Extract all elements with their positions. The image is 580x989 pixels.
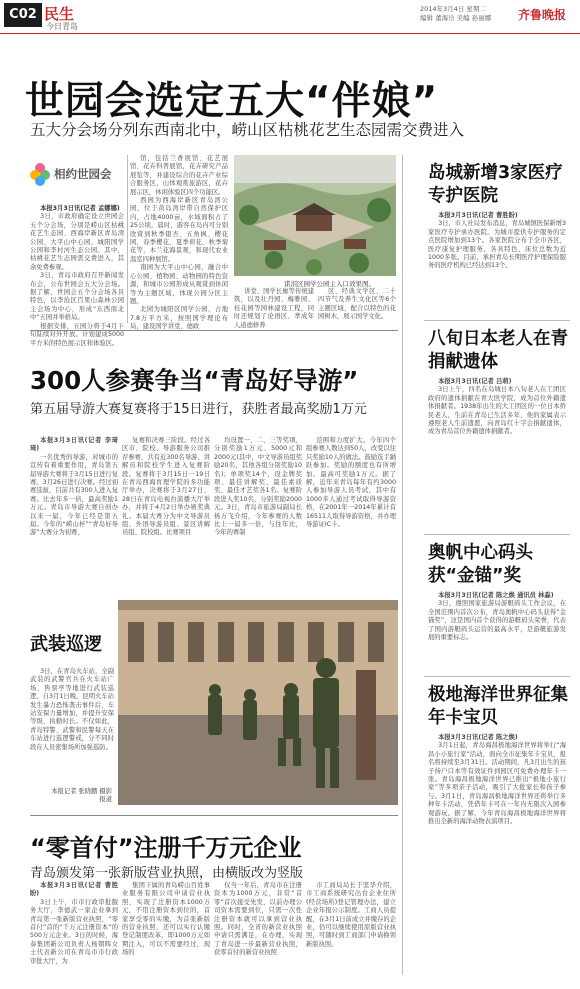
right-story2-body bbox=[428, 378, 566, 528]
masthead bbox=[0, 0, 580, 34]
tour-col2-para: 复赛和决赛三阶段。经过各区市、院校、导游服务公司推荐参赛，共有近300名导游、讲解员和院校学生进入复赛阶段。复赛将于3月15日一19日在青岛西海育理学院的多功能厅举办，决赛将于3月27日、28日在青岛电视台演播大厅举办，并将于4月2日举办颁奖典礼。本届大赛分为中文导游员组、外语导游员组、景区讲解员组、院校组。比赛项目 bbox=[122, 437, 210, 537]
lead-col2-para: 南园为大平山中心园，融合中心公园、植物园、动物园的特色资源，和城市公园形成从观赏到休闲等为主题区域，体现公园分区主题。 bbox=[130, 264, 228, 305]
lead-col1-para: 3日，青岛市政府召开新闻发布会，公布世园会五大分会场。据了解，世园会五个分会场各具特色，以李沧区百果山森林公园主会场为中心，形成“东西南北中”五园并举格局。 bbox=[30, 272, 124, 322]
column-divider bbox=[127, 155, 128, 323]
license-col-3 bbox=[214, 882, 302, 982]
lead-col1-para: 根据安排，五园分将于4月下旬陆续对外开放。计划建成5000平方米的特色展示区和体验区。 bbox=[30, 322, 124, 347]
lead-col-4 bbox=[318, 288, 396, 324]
license-col4-para: 市工商局局长于坚华介绍，市工商系统研究出台企业住所(经营场所)登记管理办法，建立企业年报公示制度。工商人员提醒，在3月1日前成立并缴存的企业，仍可以继续使用原版营业执照，可随时到工商部门申请换领新版执照。 bbox=[306, 882, 396, 948]
tour-col-2 bbox=[122, 437, 210, 587]
flower-logo-icon bbox=[30, 162, 50, 188]
right-story2-headline: 八旬日本老人在青捐献遗体 bbox=[428, 329, 568, 372]
license-subheadline: 青岛颁发第一张新版营业执照，由横版改为竖版 bbox=[30, 866, 304, 881]
tour-col-1 bbox=[30, 437, 118, 587]
issue-editors: 编辑 董海岳 美编 孙丽娜 bbox=[420, 14, 492, 22]
right-story4-headline: 极地海洋世界征集年卡宝贝 bbox=[428, 685, 568, 728]
lead-photo bbox=[234, 155, 396, 276]
armed-patrol-image bbox=[118, 600, 398, 805]
license-byline: 本报3月3日讯(记者 曹胜盼) bbox=[30, 882, 118, 898]
lead-col3-para: 讲堂、国学长廊等传统建筑，以及壮丹园、梅雅园、桂花园等园林建设工程，同时还规划了论语区、孝成年人道德修养 bbox=[234, 288, 314, 329]
tour-headline: 300人参赛争当“青岛好导游” bbox=[30, 366, 359, 395]
right-column-divider bbox=[402, 155, 403, 975]
expo-logo-text: 相约世园会 bbox=[54, 167, 112, 181]
patrol-body bbox=[30, 668, 114, 786]
page-code: C02 bbox=[4, 3, 42, 27]
license-col-1 bbox=[30, 882, 118, 982]
right-story3-headline: 奥帆中心码头获“金锚”奖 bbox=[428, 543, 533, 586]
right-rule bbox=[424, 534, 570, 535]
right-story1-para: 3日，市人社局发布消息，青岛城镇医保新增3家医疗专护承办医院。为城市提供专护服务的定点医院增加到13个。各家医院分布于全市各区，医疗康复护理服务，各具特色，床位总数为近1000多张。目前，承担青岛长期医疗护理保险服务的医疗机构已经达到13个。 bbox=[428, 220, 566, 270]
lead-headline: 世园会选定五大“伴娘” bbox=[25, 79, 439, 124]
section-name: 民生 bbox=[44, 5, 75, 23]
masthead-rule bbox=[0, 33, 580, 34]
right-story4-byline: 本报3月3日讯(记者 陈之焕) bbox=[438, 734, 518, 741]
subsection-name: 今日青岛 bbox=[46, 22, 78, 31]
lead-photo-caption: 诺泪区园学公园主入口效果图。 bbox=[284, 280, 375, 288]
tour-subheadline: 第五届导游大赛复赛将于15日进行，获胜者最高奖励1万元 bbox=[30, 402, 367, 417]
patrol-para: 3日，在青岛火车站，全副武装的武警官兵在火车站广场、售票亭等地进行武装巡逻。自3月1日晚，昆明火车站发生暴力恐怖袭击事件后，车站安保力量增加，并提升安保等级、执勤时长。不仅如此，青岛特警、武警和民警每天在车站进行巡逻警戒，分不同时段在人员密集场所加强巡防。 bbox=[30, 668, 114, 751]
right-story3-para: 3日，遵照国家旅游局游艇码头工作会议，在全国范围内首次公布，青岛奥帆中心码头获得“金锚奖”，这是国内首个获得的游艇码头荣誉，代表了国内游艇码头运营的最高水平，是游艇旅游发展的重要标志。 bbox=[428, 600, 566, 642]
license-col1-para: 3日上午，市市行政审批服务大厅，李德武一家企业拿到青岛第一张新版营业执照，“零首付”首的“千万元注册资本”的500万元企业。3日的时候，海泰集团新公司负责人杨朝晖女士代表新公司在青岛市市行政审批大厅，为 bbox=[30, 898, 118, 965]
right-story4-para: 3月1日起，青岛海昌极地海洋世界将举行“海昌小小旅行家”活动，面向全市征集年卡宝贝，报名将持续至3月31日。活动期间，凡3月出生的孩子持户口本等有效证件到园区可免费办理年卡一张。青岛海昌极地海洋世界已推出“极地小旅行家”等多项亲子活动，吸引了大批家长和孩子参与。3月1日，青岛海昌极地海洋世界还将举行多种年卡活动，凭借年卡可在一年内无限次入园参观游玩。据了解，今年青岛海昌极地海洋世界将推出全新的海洋动物表演项目。 bbox=[428, 742, 566, 826]
lead-col2-para: 西园为西海岸新区青岛湾公园，位于黄岛湾岸带自然保护区内，占地4000亩，水域面积占了25公顷，届时，游客在岛内可分别欣赏到秋季银杏、五角枫、樱花园，春季樱花、夏季荷花、秋季菊花等，木兰花海景观，和现代农业温室四种展馆。 bbox=[130, 197, 228, 263]
tour-col3-para: 均设置一、二、三等奖项，分别奖励1万元、5000元和2000元(其中，中文导游员组奖励20名，其他各组分别奖励10名)；单项奖14个，设金牌奖项、最佳讲解奖、最佳素质奖、最佳才艺奖各1名。复赛阶段进入奖10名，分别奖励2000元。3日，青岛市旅游局副局长杨万飞介绍，今年参赛的人数比上一届多一倍，与往年比，今年的赛制 bbox=[214, 437, 302, 537]
license-headline: “零首付”注册千万元企业 bbox=[30, 834, 302, 862]
patrol-photo bbox=[118, 600, 398, 805]
lead-byline: 本报3月3日讯(记者 孟娜娜) bbox=[40, 205, 120, 212]
right-story1-headline: 岛城新增3家医疗专护医院 bbox=[428, 163, 563, 206]
right-story4-body bbox=[428, 734, 566, 982]
license-col3-para: 仅当一年后，青岛市在注册资本为1000万元，非常“首零”首次接受先发，以前办理公司资本需要到位，只需一次性注册资本就可以拿到营业执照。同时，全省的新营业执照申请只需满足，在办理，实现了青岛进一步最新营业执照，获零首付的新营业执照 bbox=[214, 882, 302, 957]
section-rule bbox=[30, 330, 398, 331]
tour-col-3 bbox=[214, 437, 302, 587]
park-rendering-image bbox=[234, 155, 396, 276]
lead-col-2 bbox=[130, 155, 228, 331]
lead-col1-para: 3日，市政府确定设立世园会五个分会场，分别是崂山区枯桃花艺生态园、西海岸新区青岛湾公园、大平山中心园、城阳国学公园和李村河生态公园。其中，枯桃花艺生态园需交费进入，其余免费参观。 bbox=[30, 213, 124, 271]
issue-meta bbox=[420, 5, 491, 23]
issue-date: 2014年3月4日 星期二 bbox=[420, 5, 486, 13]
right-story1-byline: 本报3月3日讯(记者 曹胜盼) bbox=[438, 212, 518, 219]
patrol-credit: 本报记者 张晓鹏 摄影报道 bbox=[51, 788, 112, 804]
section-rule bbox=[30, 815, 398, 816]
lead-subheadline: 五大分会场分列东西南北中，崂山区枯桃花艺生态园需交费进入 bbox=[30, 121, 465, 139]
lead-col-3 bbox=[234, 288, 314, 329]
expo-logo bbox=[30, 158, 120, 198]
license-col-4 bbox=[306, 882, 396, 982]
tour-col-4 bbox=[306, 437, 396, 587]
lead-col4-para: 区、经典文学区、二十四节气及养生文化区等6个主题区域，配合以特色的花园树木，展示国学文化。 bbox=[318, 288, 396, 321]
license-col-2 bbox=[122, 882, 210, 982]
right-story1-body bbox=[428, 212, 566, 314]
right-story3-byline: 本报3月3日讯(记者 陈之焕 通讯员 林淼) bbox=[438, 592, 554, 599]
right-rule bbox=[424, 320, 570, 321]
tour-col1-para: 一名优秀的导游，对城市的宣传有着重要作用，青岛第五届导游大赛将于3月15日进行复赛。3月26日进行决赛。经过初赛选拔，目前共有300人进入复赛。比去年多一倍，最高奖励1万元。青岛市导游大赛自创办以来一届，今年已经是第五届。今年的“崂山杯”“青岛好导游”大赛分为初赛、 bbox=[30, 453, 118, 537]
right-rule bbox=[424, 676, 570, 677]
tour-col4-para: 范围和力度扩大。今年四个组参赛人数达到50人，改变以往只奖励10人的做法。鼓励选手踊跃参加。奖励的额度也有所增加。最高可奖励1万元。据了解，近年来青岛每年有约3000人参加导游人员考试，其中有1000多人通过考试取得导游资格，在2001年一2014年累计有16511人取得导游资格，并办理导游证IC卡。 bbox=[306, 437, 396, 529]
lead-col2-para: 馆，包括兰香展馆、花艺展馆、花卉科普展馆，花卉研究产品展览等，并建设综合的花卉产业综合服务区，山体观赏旅游区，花卉展示区，休闲体验区四个功能区。 bbox=[130, 155, 228, 196]
lead-col2-para: 北园为城阳区国学公园，占地7.8万平方米，按照国学理论布局，建设国学讲堂、德政 bbox=[130, 306, 228, 331]
brand-logo: 齐鲁晚报 bbox=[518, 8, 567, 22]
right-story3-body bbox=[428, 592, 566, 670]
lead-col-1 bbox=[30, 205, 124, 347]
license-col2-para: 集团下属的青岛崂山百姓事业服务有限公司申请营业执照，实现了注册资本1000万元，不用注册资本到位的，首家享受零的实缴，为首张新版的营业执照，还可以实行认缴登记制度改革，即1000万元如期注入，可以不需要经过，现场的 bbox=[122, 882, 210, 957]
tour-byline: 本报3月3日讯(记者 李琦琦) bbox=[30, 437, 118, 453]
patrol-headline: 武装巡逻 bbox=[30, 634, 102, 655]
right-story2-byline: 本报3月3日讯(记者 吕萌) bbox=[438, 378, 512, 385]
right-story2-para: 3日上午，四名在岛城日本八旬老人在工团区政府的遗体捐献在青大医学院，成为首位外籍遗体捐献者。1938年出生的大工团区的一位日本侨民老人，生前在青岛已生活多年，他的家属表示遵照老人生前遗愿，向青岛红十字会捐献遗体，成为青岛首位外籍遗体捐献者。 bbox=[428, 386, 566, 436]
